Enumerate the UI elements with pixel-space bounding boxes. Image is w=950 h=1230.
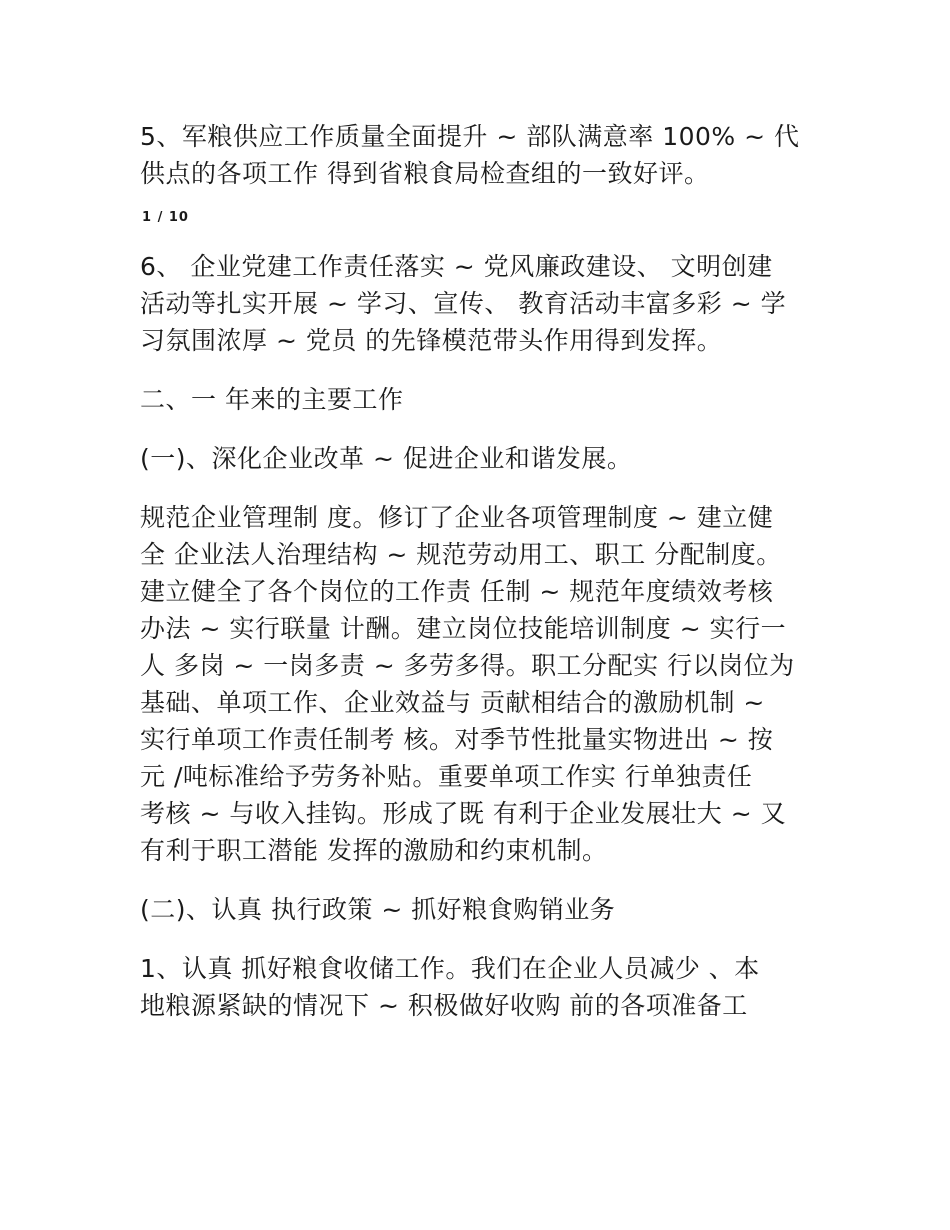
text-line: 有利于职工潜能 发挥的激励和约束机制。: [140, 836, 608, 865]
text-line: 供点的各项工作 得到省粮食局检查组的一致好评。: [140, 159, 710, 188]
text-line: 6、 企业党建工作责任落实 ~ 党风廉政建设、 文明创建: [140, 252, 773, 281]
subsection-heading-grain-business: [140, 891, 815, 928]
text-line: 实行单项工作责任制考 核。对季节性批量实物进出 ~ 按: [140, 725, 774, 754]
section-heading-main-work: [140, 381, 815, 418]
text-line: 5、军粮供应工作质量全面提升 ~ 部队满意率 100% ~ 代: [140, 122, 800, 151]
subsection-heading-reform: [140, 440, 815, 477]
text-line: 活动等扎实开展 ~ 学习、宣传、 教育活动丰富多彩 ~ 学: [140, 289, 787, 318]
text-line: 办法 ~ 实行联量 计酬。建立岗位技能培训制度 ~ 实行一: [140, 614, 787, 643]
heading-text: (一)、深化企业改革 ~ 促进企业和谐发展。: [140, 444, 633, 473]
heading-text: 二、一 年来的主要工作: [140, 385, 404, 414]
document-page: [140, 118, 815, 1024]
text-line: 考核 ~ 与收入挂钩。形成了既 有利于企业发展壮大 ~ 又: [140, 799, 787, 828]
paragraph-party-building: [140, 248, 815, 359]
text-line: 全 企业法人治理结构 ~ 规范劳动用工、职工 分配制度。: [140, 540, 782, 569]
text-line: 地粮源紧缺的情况下 ~ 积极做好收购 前的各项准备工: [140, 991, 748, 1020]
text-line: 元 /吨标准给予劳务补贴。重要单项工作实 行单独责任: [140, 762, 753, 791]
page-number: 1 / 10: [142, 210, 189, 225]
paragraph-grain-storage: [140, 950, 815, 1024]
text-line: 1、认真 抓好粮食收储工作。我们在企业人员减少 、本: [140, 954, 760, 983]
text-line: 习氛围浓厚 ~ 党员 的先锋模范带头作用得到发挥。: [140, 326, 723, 355]
heading-text: (二)、认真 执行政策 ~ 抓好粮食购销业务: [140, 895, 616, 924]
text-line: 人 多岗 ~ 一岗多责 ~ 多劳多得。职工分配实 行以岗位为: [140, 651, 795, 680]
text-line: 规范企业管理制 度。修订了企业各项管理制度 ~ 建立健: [140, 503, 774, 532]
text-line: 建立健全了各个岗位的工作责 任制 ~ 规范年度绩效考核: [140, 577, 774, 606]
paragraph-military-grain-supply: [140, 118, 815, 192]
text-line: 基础、单项工作、企业效益与 贡献相结合的激励机制 ~: [140, 688, 765, 717]
paragraph-management-system: [140, 499, 815, 869]
